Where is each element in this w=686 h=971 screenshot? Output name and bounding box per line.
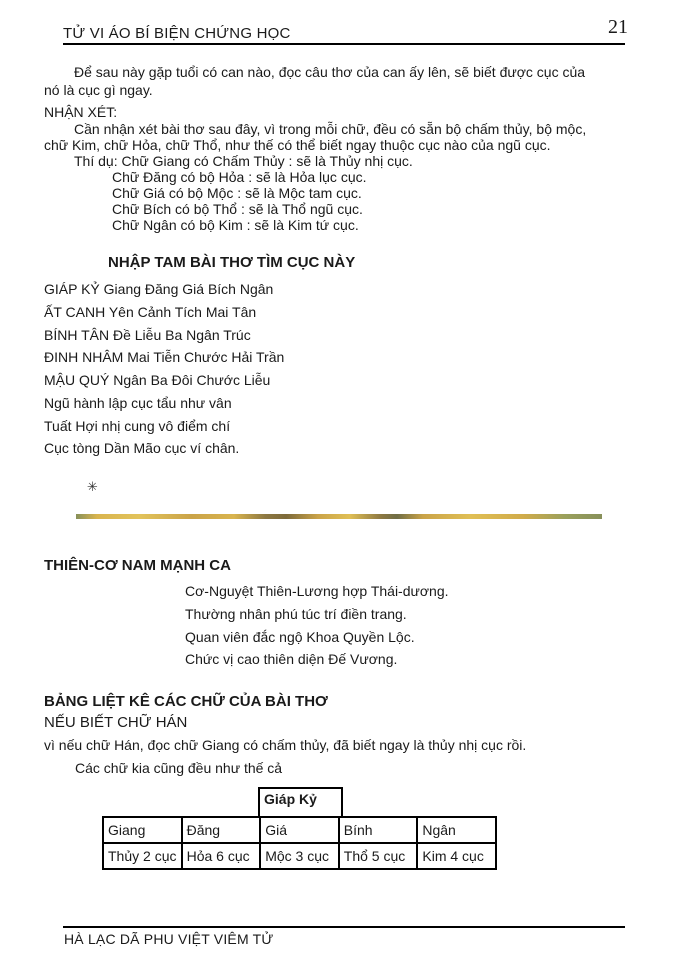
intro-line: nó là cục gì ngay. — [44, 82, 153, 98]
poem1-line: GIÁP KỶ Giang Đăng Giá Bích Ngân — [44, 281, 274, 297]
table-cell: Thổ 5 cục — [339, 843, 418, 869]
poem2-title: THIÊN-CƠ NAM MẠNH CA — [44, 557, 231, 574]
listing-subtitle: NẾU BIẾT CHỮ HÁN — [44, 714, 188, 731]
poem1-body — [44, 278, 284, 460]
table-cell: Ngân — [417, 817, 496, 843]
poem1-line: MẬU QUÝ Ngân Ba Đôi Chước Liễu — [44, 372, 271, 388]
page-number: 21 — [608, 16, 628, 38]
poem2-line: Quan viên đắc ngộ Khoa Quyền Lộc. — [185, 628, 415, 645]
poem1-line: Cục tòng Dần Mão cục ví chân. — [44, 440, 240, 457]
intro-line: Để sau này gặp tuổi có can nào, đọc câu thơ của can ấy lên, sẽ biết được cục của — [74, 64, 586, 80]
table-cell: Kim 4 cục — [417, 843, 496, 869]
listing-line: vì nếu chữ Hán, đọc chữ Giang có chấm thủy, đã biết ngay là thủy nhị cục rồi. — [44, 737, 527, 753]
poem1-line: Ngũ hành lập cục tẩu như vân — [44, 394, 232, 411]
table-cell: Hỏa 6 cục — [182, 843, 261, 869]
nhan-xet-line: chữ Kim, chữ Hỏa, chữ Thổ, như thế có thể biết ngay thuộc cục nào của ngũ cục. — [44, 137, 551, 153]
table-row — [103, 843, 496, 869]
poem2-line: Chức vị cao thiên diện Đế Vương. — [185, 651, 398, 668]
intro-paragraph — [44, 63, 636, 99]
asterisk-icon: ✳ — [87, 479, 98, 494]
poem1-line: ẤT CANH Yên Cảnh Tích Mai Tân — [44, 303, 257, 320]
listing-title: BẢNG LIỆT KÊ CÁC CHỮ CỦA BÀI THƠ — [44, 693, 328, 710]
table-row — [103, 817, 496, 843]
table-cell: Bính — [339, 817, 418, 843]
gold-divider-rule — [76, 514, 602, 519]
poem1-line: ĐINH NHÂM Mai Tiễn Chước Hải Trần — [44, 349, 285, 366]
table-cell: Giang — [103, 817, 182, 843]
poem2-body — [185, 580, 449, 671]
table-cell: Giá — [260, 817, 339, 843]
example-line: Chữ Giá có bộ Mộc : sẽ là Mộc tam cục. — [112, 185, 362, 201]
example-line: Chữ Ngân có bộ Kim : sẽ là Kim tứ cục. — [112, 217, 359, 233]
cuc-table — [102, 816, 497, 870]
poem1-line: BÍNH TÂN Đề Liễu Ba Ngân Trúc — [44, 326, 251, 343]
footer-text: HÀ LẠC DÃ PHU VIỆT VIÊM TỬ — [64, 931, 274, 947]
nhan-xet-line: Cần nhận xét bài thơ sau đây, vì trong mỗi chữ, đều có sẵn bộ chấm thủy, bộ mộc, — [74, 121, 587, 137]
example-line: Chữ Đăng có bộ Hỏa : sẽ là Hỏa lục cục. — [112, 169, 367, 185]
table-cell: Đăng — [182, 817, 261, 843]
header-rule — [63, 43, 625, 45]
table-header-cell: Giáp Kỷ — [258, 787, 343, 818]
nhan-xet-label: NHẬN XÉT: — [44, 104, 118, 120]
listing-line: Các chữ kia cũng đều như thế cả — [75, 760, 283, 776]
nhan-xet-paragraph — [44, 121, 636, 153]
example-line: Chữ Bích có bộ Thổ : sẽ là Thổ ngũ cục. — [112, 201, 363, 217]
poem2-line: Thường nhân phú túc trí điền trang. — [185, 605, 407, 622]
poem1-line: Tuất Hợi nhị cung vô điểm chí — [44, 417, 231, 434]
footer-rule — [63, 926, 625, 928]
poem1-title: NHẬP TAM BÀI THƠ TÌM CỤC NÀY — [108, 254, 356, 271]
example-intro-line: Thí dụ: Chữ Giang có Chấm Thủy : sẽ là Thủy nhị cục. — [74, 153, 413, 169]
poem2-line: Cơ-Nguyệt Thiên-Lương hợp Thái-dương. — [185, 583, 449, 599]
page-header-title: TỬ VI ÁO BÍ BIỆN CHỨNG HỌC — [63, 25, 291, 42]
table-cell: Mộc 3 cục — [260, 843, 339, 869]
table-cell: Thủy 2 cục — [103, 843, 182, 869]
examples-block — [44, 153, 636, 233]
